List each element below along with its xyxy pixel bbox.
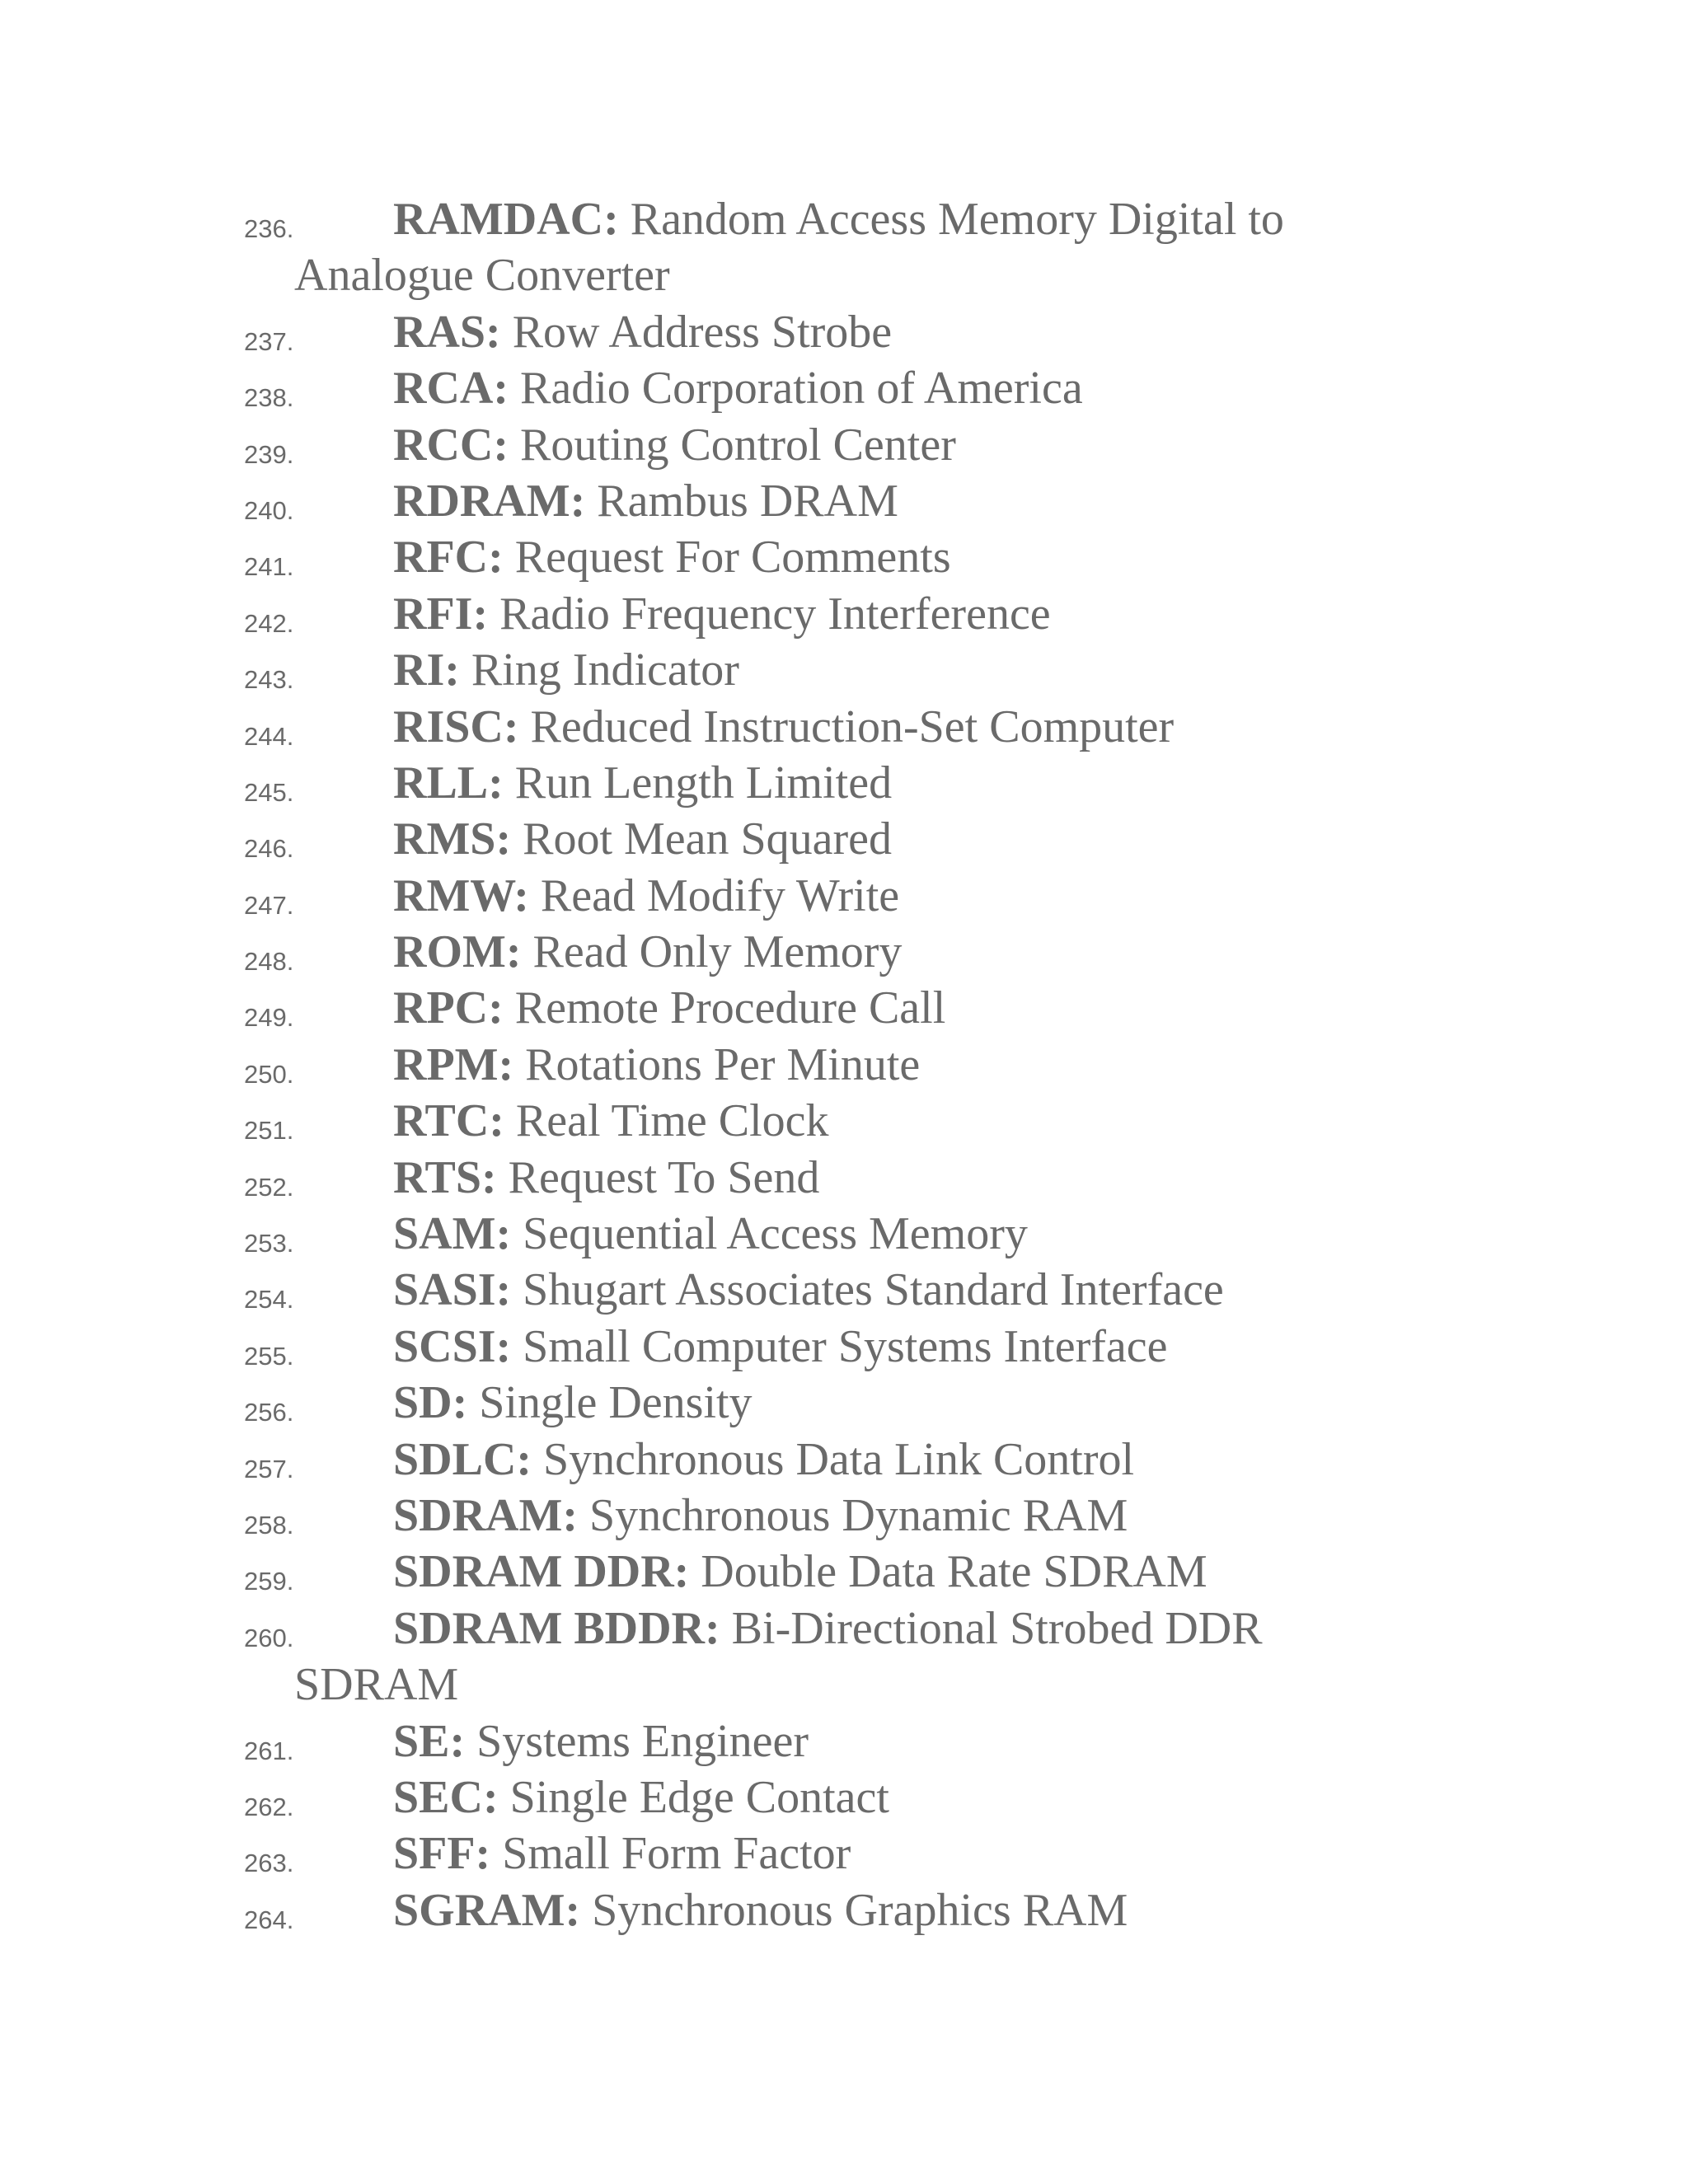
- list-item: [0, 1037, 1688, 1093]
- definition: Sequential Access Memory: [511, 1208, 1028, 1260]
- list-item: [0, 1150, 1688, 1206]
- item-number: 236.: [244, 214, 294, 243]
- item-number: 261.: [244, 1736, 294, 1765]
- definition: Row Address Strobe: [500, 306, 893, 358]
- list-item: [0, 304, 1688, 360]
- list-item: [0, 191, 1688, 304]
- list-item: [0, 1713, 1688, 1769]
- definition: Single Density: [467, 1377, 753, 1429]
- definition: Bi-Directional Strobed DDR: [720, 1602, 1263, 1654]
- definition: Request For Comments: [503, 532, 951, 583]
- list-item: [0, 924, 1688, 980]
- definition: Real Time Clock: [504, 1095, 829, 1147]
- abbreviation: RTS:: [393, 1151, 497, 1203]
- abbreviation: RFC:: [393, 532, 504, 583]
- abbreviation: RCA:: [393, 363, 509, 415]
- abbreviation: ROM:: [393, 926, 522, 978]
- definition: Radio Frequency Interference: [488, 588, 1051, 640]
- item-number: 250.: [244, 1059, 294, 1089]
- list-item: [0, 1825, 1688, 1882]
- abbreviation: RTC:: [393, 1095, 504, 1147]
- abbreviation: RLL:: [393, 757, 504, 808]
- definition: Random Access Memory Digital to: [618, 194, 1284, 245]
- definition: Small Computer Systems Interface: [511, 1320, 1168, 1372]
- item-number: 251.: [244, 1116, 294, 1146]
- definition-continuation: SDRAM: [294, 1659, 459, 1711]
- abbreviation: SFF:: [393, 1828, 491, 1880]
- item-number: 245.: [244, 777, 294, 807]
- item-number: 253.: [244, 1229, 294, 1258]
- item-number: 241.: [244, 552, 294, 582]
- item-number: 249.: [244, 1003, 294, 1033]
- glossary-list: [0, 191, 1688, 1938]
- abbreviation: SE:: [393, 1715, 466, 1767]
- item-number: 247.: [244, 890, 294, 920]
- item-number: 238.: [244, 383, 294, 413]
- item-number: 256.: [244, 1398, 294, 1427]
- definition: Remote Procedure Call: [503, 982, 946, 1034]
- item-number: 237.: [244, 326, 294, 356]
- item-number: 257.: [244, 1454, 294, 1483]
- item-number: 240.: [244, 495, 294, 525]
- definition: Ring Indicator: [459, 644, 739, 696]
- item-number: 254.: [244, 1285, 294, 1315]
- definition: Rambus DRAM: [585, 475, 898, 527]
- item-number: 262.: [244, 1792, 294, 1821]
- definition: Radio Corporation of America: [508, 363, 1083, 415]
- definition: Synchronous Dynamic RAM: [577, 1489, 1128, 1541]
- list-item: [0, 699, 1688, 755]
- item-number: 246.: [244, 834, 294, 864]
- definition: Reduced Instruction-Set Computer: [518, 701, 1175, 752]
- list-item: [0, 360, 1688, 416]
- list-item: [0, 1093, 1688, 1149]
- item-number: 242.: [244, 608, 294, 638]
- definition-continuation: Analogue Converter: [294, 250, 670, 302]
- abbreviation: RAS:: [393, 306, 501, 358]
- list-item: [0, 642, 1688, 698]
- abbreviation: RAMDAC:: [393, 194, 619, 245]
- abbreviation: SDRAM:: [393, 1489, 578, 1541]
- definition: Rotations Per Minute: [513, 1038, 921, 1090]
- item-number: 264.: [244, 1905, 294, 1934]
- abbreviation: SAM:: [393, 1208, 512, 1260]
- list-item: [0, 980, 1688, 1036]
- abbreviation: RI:: [393, 644, 460, 696]
- list-item: [0, 755, 1688, 811]
- item-number: 259.: [244, 1567, 294, 1596]
- abbreviation: RISC:: [393, 701, 519, 752]
- definition: Synchronous Data Link Control: [532, 1433, 1135, 1485]
- list-item: [0, 1882, 1688, 1938]
- list-item: [0, 1544, 1688, 1600]
- list-item: [0, 1262, 1688, 1318]
- list-item: [0, 586, 1688, 642]
- list-item: [0, 1488, 1688, 1544]
- item-number: 263.: [244, 1849, 294, 1878]
- definition: Run Length Limited: [503, 757, 893, 808]
- item-number: 244.: [244, 721, 294, 751]
- abbreviation: RFI:: [393, 588, 489, 640]
- definition: Double Data Rate SDRAM: [689, 1546, 1207, 1598]
- list-item: [0, 529, 1688, 585]
- definition: Routing Control Center: [508, 419, 956, 471]
- abbreviation: SDLC:: [393, 1433, 532, 1485]
- definition: Request To Send: [496, 1151, 820, 1203]
- abbreviation: SCSI:: [393, 1320, 512, 1372]
- abbreviation: SDRAM BDDR:: [393, 1602, 720, 1654]
- definition: Small Form Factor: [490, 1828, 851, 1880]
- abbreviation: SGRAM:: [393, 1884, 581, 1936]
- abbreviation: RDRAM:: [393, 475, 586, 527]
- definition: Synchronous Graphics RAM: [580, 1884, 1128, 1936]
- list-item: [0, 1206, 1688, 1262]
- abbreviation: RPC:: [393, 982, 504, 1034]
- definition: Shugart Associates Standard Interface: [511, 1264, 1224, 1316]
- abbreviation: RMW:: [393, 869, 529, 921]
- definition: Read Modify Write: [528, 869, 900, 921]
- item-number: 239.: [244, 439, 294, 469]
- item-number: 243.: [244, 665, 294, 695]
- abbreviation: SASI:: [393, 1264, 512, 1316]
- list-item: [0, 1319, 1688, 1375]
- abbreviation: SD:: [393, 1377, 468, 1429]
- list-item: [0, 1432, 1688, 1488]
- list-item: [0, 1769, 1688, 1825]
- abbreviation: SEC:: [393, 1771, 499, 1823]
- item-number: 255.: [244, 1341, 294, 1371]
- list-item: [0, 1601, 1688, 1713]
- definition: Single Edge Contact: [498, 1771, 889, 1823]
- abbreviation: RMS:: [393, 813, 512, 865]
- list-item: [0, 1375, 1688, 1431]
- item-number: 258.: [244, 1510, 294, 1540]
- abbreviation: RCC:: [393, 419, 509, 471]
- definition: Root Mean Squared: [511, 813, 893, 865]
- item-number: 252.: [244, 1172, 294, 1202]
- definition: Read Only Memory: [521, 926, 903, 978]
- list-item: [0, 473, 1688, 529]
- list-item: [0, 868, 1688, 924]
- item-number: 260.: [244, 1623, 294, 1652]
- definition: Systems Engineer: [465, 1715, 809, 1767]
- abbreviation: RPM:: [393, 1038, 514, 1090]
- item-number: 248.: [244, 947, 294, 977]
- list-item: [0, 811, 1688, 867]
- list-item: [0, 417, 1688, 473]
- abbreviation: SDRAM DDR:: [393, 1546, 690, 1598]
